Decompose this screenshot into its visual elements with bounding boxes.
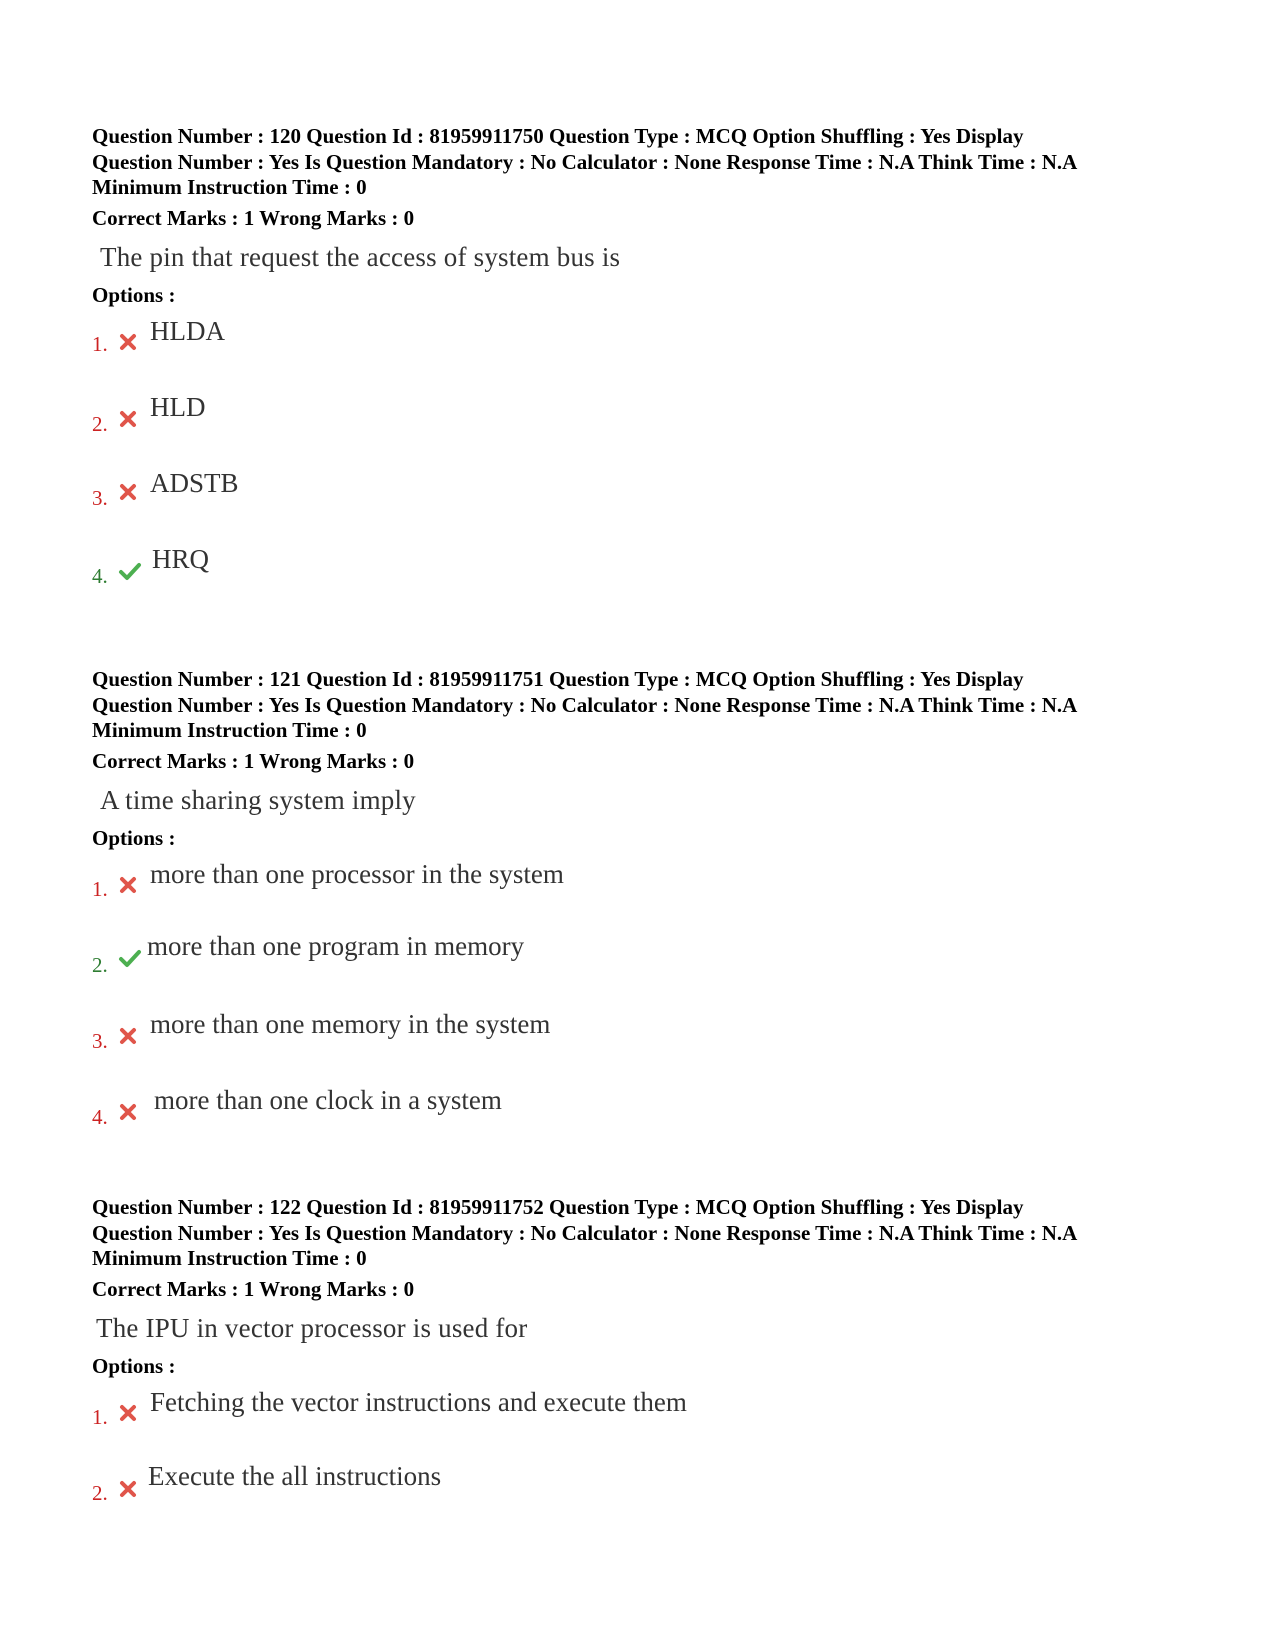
meta-line: Minimum Instruction Time : 0 [92, 175, 367, 199]
cross-icon [118, 1403, 138, 1423]
meta-line: Question Number : 122 Question Id : 81959911752 Question Type : MCQ Option Shuffling : Yes Display [92, 1195, 1024, 1219]
question-block-121 [92, 667, 1212, 1143]
option-text: Execute the all instructions [148, 1460, 442, 1491]
option-number: 4. [92, 563, 108, 588]
meta-line: Minimum Instruction Time : 0 [92, 1246, 367, 1270]
option-number: 1. [92, 876, 108, 901]
option-item [92, 1007, 1212, 1083]
option-text: Fetching the vector instructions and execute them [150, 1386, 687, 1417]
option-text: HRQ [152, 543, 210, 574]
option-item [92, 929, 1212, 1007]
question-text: The IPU in vector processor is used for [96, 1312, 528, 1343]
option-number: 2. [92, 1480, 108, 1505]
option-number: 1. [92, 331, 108, 356]
marks-info: Correct Marks : 1 Wrong Marks : 0 [92, 1276, 415, 1301]
check-icon [118, 949, 142, 969]
question-block-122 [92, 1195, 1212, 1519]
option-text: HLDA [150, 315, 225, 346]
option-number: 2. [92, 411, 108, 436]
cross-icon [118, 1026, 138, 1046]
meta-line: Question Number : Yes Is Question Mandatory : No Calculator : None Response Time : N.A Think Time : N.A [92, 1220, 1078, 1245]
options-list [92, 1383, 1212, 1519]
option-text: more than one processor in the system [150, 858, 564, 889]
cross-icon [118, 332, 138, 352]
option-item [92, 542, 1212, 602]
option-item [92, 466, 1212, 542]
question-meta [92, 667, 1212, 744]
option-number: 2. [92, 952, 108, 977]
meta-line: Minimum Instruction Time : 0 [92, 718, 367, 742]
option-text: more than one clock in a system [154, 1084, 502, 1115]
question-text: A time sharing system imply [100, 784, 416, 815]
cross-icon [118, 409, 138, 429]
meta-line: Question Number : 120 Question Id : 81959911750 Question Type : MCQ Option Shuffling : Yes Display [92, 124, 1024, 148]
option-text: more than one program in memory [147, 930, 525, 961]
option-item [92, 1083, 1212, 1143]
question-meta [92, 124, 1212, 201]
question-block-120 [92, 124, 1212, 602]
options-label: Options : [92, 282, 176, 307]
option-item [92, 1459, 1212, 1519]
option-item [92, 1383, 1212, 1459]
cross-icon [118, 1479, 138, 1499]
meta-line: Question Number : Yes Is Question Mandatory : No Calculator : None Response Time : N.A Think Time : N.A [92, 149, 1078, 174]
question-text: The pin that request the access of system bus is [100, 241, 621, 272]
option-item [92, 312, 1212, 390]
options-label: Options : [92, 825, 176, 850]
cross-icon [118, 482, 138, 502]
option-item [92, 855, 1212, 929]
option-number: 1. [92, 1404, 108, 1429]
cross-icon [118, 875, 138, 895]
marks-info: Correct Marks : 1 Wrong Marks : 0 [92, 205, 415, 230]
option-number: 3. [92, 485, 108, 510]
option-text: HLD [150, 391, 206, 422]
question-meta [92, 1195, 1212, 1272]
option-text: more than one memory in the system [150, 1008, 551, 1039]
options-list [92, 855, 1212, 1143]
marks-info: Correct Marks : 1 Wrong Marks : 0 [92, 748, 415, 773]
option-text: ADSTB [150, 467, 239, 498]
option-item [92, 390, 1212, 466]
options-label: Options : [92, 1353, 176, 1378]
meta-line: Question Number : 121 Question Id : 81959911751 Question Type : MCQ Option Shuffling : Yes Display [92, 667, 1024, 691]
option-number: 3. [92, 1028, 108, 1053]
option-number: 4. [92, 1104, 108, 1129]
cross-icon [118, 1102, 138, 1122]
meta-line: Question Number : Yes Is Question Mandatory : No Calculator : None Response Time : N.A Think Time : N.A [92, 692, 1078, 717]
check-icon [118, 562, 142, 582]
options-list [92, 312, 1212, 602]
